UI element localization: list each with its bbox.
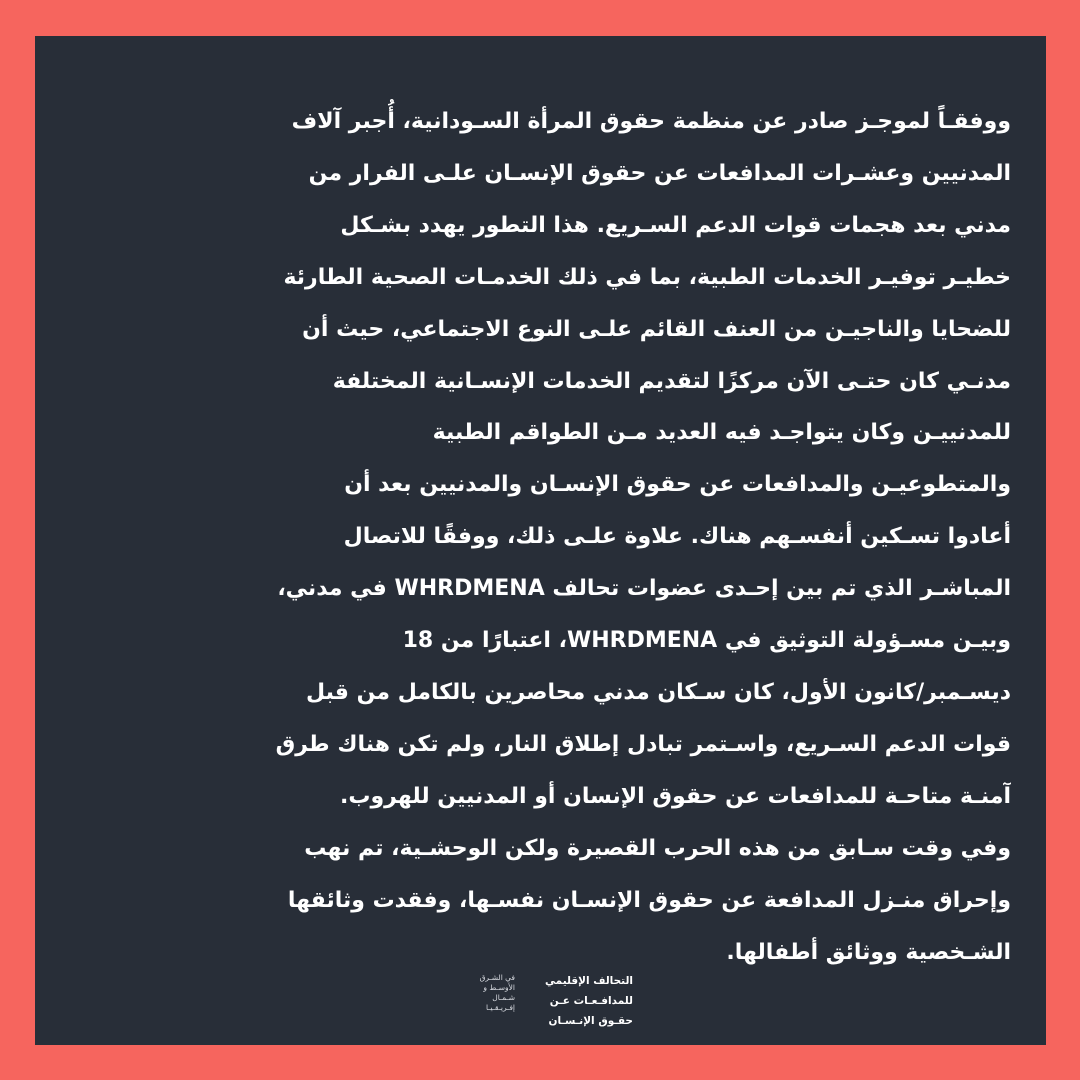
logo-main-line: حقـوق الإنـسـان [548, 1015, 633, 1027]
article-line: للمدنييـن وكان يتواجـد فيه العديد مـن الطواقم الطبية [432, 420, 1011, 446]
article-line: للضحايا والناجيـن من العنف القائم علـى النوع الاجتماعي، حيث أن [302, 316, 1011, 342]
article-line: ديسـمبر/كانون الأول، كان سـكان مدني محاصرين بالكامل من قبل [305, 679, 1011, 705]
logo-main-line: للمدافـعـات عـن [549, 995, 633, 1007]
article-line: وبيـن مسـؤولة التوثيق في WHRDMENA، اعتبارًا من 18 [402, 628, 1011, 654]
article-line: المدنيين وعشـرات المدافعات عن حقوق الإنسـان علـى الفرار من [308, 160, 1011, 186]
content-card [35, 36, 1046, 1045]
logo-region-line: إفـريـقـيـا [485, 1003, 515, 1012]
logo-main-text [521, 971, 633, 1031]
article-line: والمتطوعيـن والمدافعات عن حقوق الإنسـان والمدنيين بعد أن [344, 472, 1011, 498]
logo-region-line: شـمـال [492, 993, 515, 1002]
article-line: وفي وقت سـابق من هذه الحرب القصيرة ولكن الوحشـية، تم نهب [304, 835, 1011, 861]
article-line: مدنـي كان حتـى الآن مركزًا لتقديم الخدمات الإنسـانية المختلفة [332, 368, 1011, 394]
article-line: خطيـر توفيـر الخدمات الطبية، بما في ذلك الخدمـات الصحية الطارئة [283, 264, 1011, 290]
article-text [77, 96, 1011, 978]
article-line: ووفقـاً لموجـز صادر عن منظمة حقوق المرأة السـودانية، أُجبر آلاف [291, 109, 1011, 134]
article-line: الشـخصية ووثائق أطفالها. [726, 939, 1011, 965]
article-line: أعادوا تسـكين أنفسـهم هناك. علاوة علـى ذلك، ووفقًا للاتصال [343, 524, 1011, 550]
article-line: آمنـة متاحـة للمدافعات عن حقوق الإنسان أو المدنيين للهروب. [340, 783, 1011, 809]
logo-region-line: الأوسـط و [483, 983, 515, 992]
article-line: مدني بعد هجمات قوات الدعم السـريع. هذا التطور يهدد بشـكل [340, 212, 1011, 238]
logo-region-text [449, 973, 515, 1013]
article-line: قوات الدعم السـريع، واسـتمر تبادل إطلاق النار، ولم تكن هناك طرق [275, 731, 1011, 757]
article-line: المباشـر الذي تم بين إحـدى عضوات تحالف WHRDMENA في مدني، [277, 576, 1011, 602]
logo-main-line: التحالف الإقليمي [545, 975, 633, 987]
organization-logo [447, 971, 633, 1031]
logo-region-line: في الشـرق [479, 973, 515, 982]
article-line: وإحراق منـزل المدافعة عن حقوق الإنسـان نفسـها، وفقدت وثائقها [287, 887, 1011, 913]
